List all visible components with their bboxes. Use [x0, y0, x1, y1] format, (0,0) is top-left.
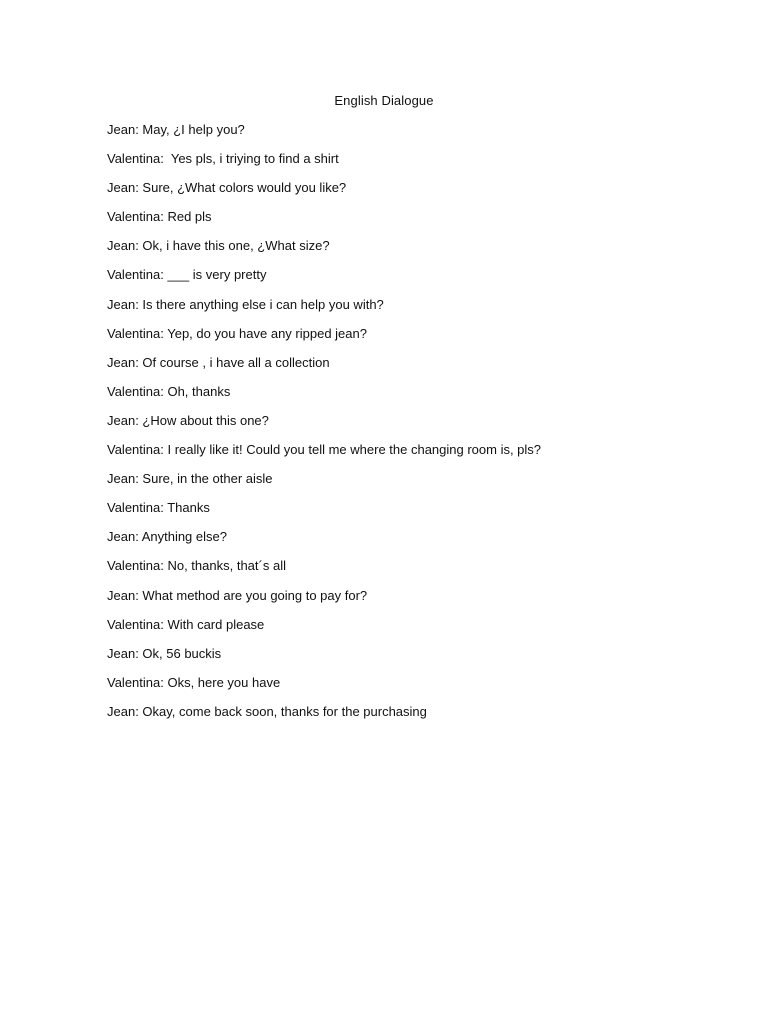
dialogue-line: Valentina: Oh, thanks — [107, 383, 231, 399]
dialogue-line: Valentina: Thanks — [107, 500, 210, 516]
dialogue-line: Valentina: I really like it! Could you tell me where the changing room is, pls? — [107, 442, 542, 458]
dialogue-line: Jean: Okay, come back soon, thanks for the purchasing — [107, 703, 427, 719]
dialogue-line: Valentina: ___ is very pretty — [107, 267, 267, 283]
dialogue-line: Valentina: Yep, do you have any ripped jean? — [107, 325, 367, 341]
dialogue-line: Valentina: Red pls — [107, 209, 212, 225]
dialogue-line: Valentina: With card please — [107, 616, 265, 632]
dialogue-line: Jean: Is there anything else i can help you with? — [107, 296, 384, 312]
dialogue-line: Jean: What method are you going to pay for? — [107, 587, 368, 603]
dialogue-line: Jean: Ok, i have this one, ¿What size? — [107, 238, 330, 254]
dialogue-line: Jean: ¿How about this one? — [107, 412, 269, 428]
dialogue-line: Jean: Sure, in the other aisle — [107, 471, 273, 487]
dialogue-line: Valentina: No, thanks, that´s all — [107, 558, 286, 574]
dialogue-line: Valentina: Yes pls, i triying to find a shirt — [107, 151, 339, 167]
document-title: English Dialogue — [334, 93, 434, 108]
dialogue-line: Jean: Of course , i have all a collection — [107, 354, 330, 370]
dialogue-line: Jean: Ok, 56 buckis — [107, 645, 222, 661]
dialogue-line: Jean: May, ¿I help you? — [107, 122, 245, 137]
dialogue-list — [107, 121, 667, 732]
dialogue-line: Valentina: Oks, here you have — [107, 674, 281, 690]
dialogue-line: Jean: Anything else? — [107, 529, 227, 545]
dialogue-line: Jean: Sure, ¿What colors would you like? — [107, 180, 347, 196]
